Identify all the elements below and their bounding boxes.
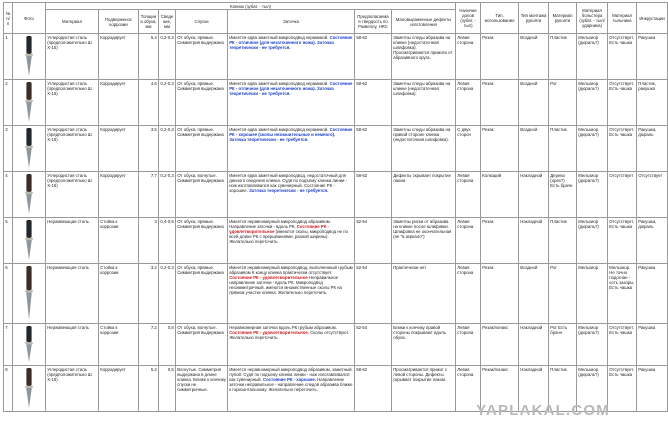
- cell-mount: Всадной: [519, 34, 549, 80]
- sharpening-cell: [228, 34, 355, 80]
- cell-grinds: Вогнутые. Симметрия выдержана в длине клинка. Ближе к кончику спуски не симметричные.: [176, 366, 228, 412]
- table-row: [4, 126, 668, 172]
- cell-butt: Отсутствует. Есть чашка: [608, 324, 637, 366]
- cell-num: 5: [4, 218, 13, 264]
- cell-material: Углеродистая сталь (предположительно Ш Х-15): [46, 80, 99, 126]
- cell-defects: Заметны следы абразива на клинке (недостаточная шлифовка).: [392, 80, 456, 126]
- header-cell: Материал больстера (зубат. - тыл/ударника): [577, 3, 608, 34]
- cell-thickness: 3.2: [139, 264, 159, 324]
- cell-fullers: Левая сторона: [456, 218, 481, 264]
- knife-icon: [23, 35, 35, 77]
- cell-hardness: 58-62: [355, 366, 392, 412]
- cell-fullers: Левая сторона: [456, 172, 481, 218]
- sharpening-status-blue: Состояние РК - хорошее (сколы незначительные и немного). Заточка теоретически - не требуется.: [229, 126, 353, 142]
- knife-icon: [23, 325, 35, 363]
- sharpening-cell: [228, 126, 355, 172]
- cell-fullers: Левая сторона: [456, 264, 481, 324]
- sharpening-status-blue: Состояние РК - отличное (для незаточенного ножа). Заточка теоретически - не требуется.: [229, 80, 353, 96]
- cell-hardness: 58-62: [355, 172, 392, 218]
- cell-num: 1: [4, 34, 13, 80]
- table-header: [4, 3, 668, 34]
- cell-butt: Отсутствует. Есть чашка: [608, 366, 637, 412]
- cell-num: 3: [4, 126, 13, 172]
- cell-material: Углеродистая сталь (предположительно Ш Х-15): [46, 366, 99, 412]
- header-cell: Наличие долов (зубат. - тыл): [456, 3, 481, 34]
- cell-butt: Отсутствует. Есть чашка: [608, 80, 637, 126]
- cell-bolster: Мельхиор (дюраль?): [577, 172, 608, 218]
- sharpening-text: (имеются сколы, микроподвод не по всей длине РК с прерываниями, разной ширины). Желательно переточить.: [229, 228, 348, 245]
- cell-inlay: Ракушка: [637, 264, 668, 324]
- sharpening-cell: [228, 172, 355, 218]
- cell-grinds: От обуха, прямые. Симметрия выдержана: [176, 80, 228, 126]
- table-row: [4, 324, 668, 366]
- cell-bolster: Мельхиор (дюраль?): [577, 366, 608, 412]
- cell-defects: Блики к кончику правой стороны покрывают вдоль обуха.: [392, 324, 456, 366]
- sharpening-text: Неправильное направление заточки - вдоль РК. Микроподвод несимметричный, имеются множественные сколы РК на прямом участке клинка. Желательно переточить.: [229, 274, 342, 296]
- sharpening-text: Имеется едва заметный микроподвод керамикой.: [229, 34, 329, 40]
- cell-thickness: 3.5: [139, 126, 159, 172]
- cell-mount: Накладной: [519, 218, 549, 264]
- cell-corrosion: Корродирует: [99, 126, 139, 172]
- sharpening-cell: [228, 218, 355, 264]
- cell-fullers: С двух сторон: [456, 126, 481, 172]
- cell-corrosion: Корродирует: [99, 80, 139, 126]
- sharpening-text: Имеется едва заметный микроподвод, недостаточный для данного сведения клинка. Судя по подъему клинка линии - нож изготавливался как сувенирный. Состояние РК - хорошее.: [229, 172, 348, 194]
- knife-photo: [13, 172, 46, 218]
- sharpening-text: Неравномерная заточка вдоль РК грубым абразивом.: [229, 324, 337, 330]
- cell-type: Резак/понакс: [481, 366, 519, 412]
- cell-fullers: Левая сторона: [456, 34, 481, 80]
- cell-mount: Всадной: [519, 264, 549, 324]
- sharpening-text: Направление заточки неправильное - направление следов абразива ближе к горизонтальному. Желательно переточить.: [229, 376, 353, 393]
- cell-butt: Мельхиор. Не точно подогнан - есть зазоры. Есть чашка: [608, 264, 637, 324]
- knife-photo: [13, 324, 46, 366]
- sharpening-cell: [228, 366, 355, 412]
- cell-handle: Рог: [549, 264, 577, 324]
- sharpening-cell: [228, 324, 355, 366]
- cell-butt: Отсутствует. Есть чашка: [608, 218, 637, 264]
- cell-edge: 0,5: [159, 366, 176, 412]
- sharpening-text: Имеется неравномерный микроподвод абразивом. Направление заточки - вдоль РК.: [229, 218, 331, 229]
- sharpening-status-blue: Заточка теоретически - не требуется.: [249, 188, 329, 194]
- cell-inlay: Ракушка: [637, 34, 668, 80]
- cell-grinds: От обуха, прямые. Симметрия выдержана: [176, 218, 228, 264]
- sharpening-status-blue: Состояние РК - хорошее.: [262, 376, 316, 382]
- cell-material: Углеродистая сталь (предположительно Ш Х-15): [46, 126, 99, 172]
- cell-butt: Отсутствует. Есть чашка: [608, 34, 637, 80]
- knife-photo: [13, 264, 46, 324]
- cell-type: Резак/понакс: [481, 324, 519, 366]
- header-cell: Фото: [13, 3, 46, 34]
- cell-edge: 0,8: [159, 324, 176, 366]
- cell-bolster: Мельхиор (дюраль?): [577, 126, 608, 172]
- table-row: [4, 264, 668, 324]
- cell-handle: Рог: [549, 80, 577, 126]
- cell-hardness: 58-62: [355, 126, 392, 172]
- header-cell: Заточка: [228, 10, 355, 34]
- cell-inlay: Ракушка, дюраль: [637, 126, 668, 172]
- cell-corrosion: Стойка к коррозии: [99, 324, 139, 366]
- cell-inlay: Пластик, ракушка: [637, 80, 668, 126]
- cell-mount: Накладной: [519, 324, 549, 366]
- cell-hardness: 52-54: [355, 218, 392, 264]
- cell-handle: Рог Есть брачн: [549, 324, 577, 366]
- cell-material: Нержавеющая сталь: [46, 324, 99, 366]
- knife-photo: [13, 218, 46, 264]
- cell-handle: Пластик: [549, 34, 577, 80]
- cell-num: 4: [4, 172, 13, 218]
- knife-icon: [23, 219, 35, 261]
- cell-inlay: Отсутствует: [637, 172, 668, 218]
- header-cell: Спуски: [176, 10, 228, 34]
- cell-thickness: 7.7: [139, 172, 159, 218]
- cell-grinds: От обуха, прямые. Симметрия выдержана: [176, 264, 228, 324]
- header-cell: Маловыраженные дефекты изготовления: [392, 10, 456, 34]
- cell-material: Углеродистая сталь (предположительно Ш Х-15): [46, 172, 99, 218]
- cell-handle: Пластик: [549, 126, 577, 172]
- cell-thickness: 5.4: [139, 34, 159, 80]
- cell-edge: 0,4-0,5: [159, 218, 176, 264]
- cell-mount: Накладной: [519, 366, 549, 412]
- header-cell: № п/п: [4, 3, 13, 34]
- knife-icon: [23, 127, 35, 169]
- sharpening-status-red: Состояние РК - удовлетворительное: [229, 223, 329, 234]
- cell-handle: Пластик: [549, 218, 577, 264]
- cell-handle: Дерево (орех?) Есть брачн: [549, 172, 577, 218]
- cell-hardness: 52-54: [355, 324, 392, 366]
- cell-grinds: От обуха, прямые. Симметрия выдержана: [176, 126, 228, 172]
- cell-corrosion: Стойка к коррозии: [99, 218, 139, 264]
- cell-num: 7: [4, 324, 13, 366]
- cell-bolster: Мельхиор: [577, 264, 608, 324]
- cell-bolster: Мельхиор (дюраль?): [577, 324, 608, 366]
- cell-defects: Практически нет: [392, 264, 456, 324]
- header-cell: Материал рукояти: [549, 3, 577, 34]
- cell-mount: Всадной: [519, 126, 549, 172]
- table-row: [4, 218, 668, 264]
- sharpening-cell: [228, 264, 355, 324]
- cell-edge: 0,2-0,3: [159, 172, 176, 218]
- cell-bolster: Мельхиор (дюраль?): [577, 218, 608, 264]
- cell-thickness: 4.6: [139, 80, 159, 126]
- cell-type: Резак: [481, 264, 519, 324]
- cell-fullers: Левая сторона: [456, 324, 481, 366]
- cell-fullers: Левая сторона: [456, 80, 481, 126]
- knife-photo: [13, 34, 46, 80]
- table-row: [4, 34, 668, 80]
- sharpening-status-red: Состояние РК - удовлетворительное.: [229, 329, 309, 335]
- cell-butt: Отсутствует. Есть чашка: [608, 126, 637, 172]
- cell-corrosion: Корродирует: [99, 172, 139, 218]
- cell-defects: Заметны риски от абразива на клинке после шлифовки. Шлифовка не окончательная (не "в зеркало"): [392, 218, 456, 264]
- knife-comparison-table: [3, 2, 668, 412]
- sharpening-text: Имеется едва заметный микроподвод керамикой.: [229, 126, 329, 132]
- sharpening-cell: [228, 80, 355, 126]
- cell-thickness: 3: [139, 218, 159, 264]
- header-cell: Материал тыльника: [608, 3, 637, 34]
- header-cell: Тип монтажа рукояти: [519, 3, 549, 34]
- header-cell: Тип, использование: [481, 3, 519, 34]
- sharpening-text: Имеется едва заметный микроподвод керамикой.: [229, 80, 329, 86]
- knife-icon: [23, 173, 35, 215]
- cell-defects: Заметны следы абразива на клинке (недостаточная шлифовка). Просматриваются прижоги от абразивного круга.: [392, 34, 456, 80]
- cell-edge: 0,2-0,3: [159, 264, 176, 324]
- cell-material: Нержавеющая сталь: [46, 218, 99, 264]
- cell-corrosion: Корродирует: [99, 366, 139, 412]
- sharpening-status-blue: Состояние РК - отличное (для незаточенного ножа). Заточка теоретически - не требуется.: [229, 34, 353, 50]
- cell-thickness: 7.2: [139, 324, 159, 366]
- sharpening-text: Имеется неравномерный микроподвод, выполненный грубым абразивом К концу клинка практически отсутствует.: [229, 264, 353, 275]
- cell-inlay: Ракушка: [637, 366, 668, 412]
- cell-material: Нержавеющая сталь: [46, 264, 99, 324]
- cell-num: 8: [4, 366, 13, 412]
- knife-icon: [23, 81, 35, 123]
- knife-photo: [13, 366, 46, 412]
- knife-photo: [13, 126, 46, 172]
- header-cell: Предполагаемая твердость по Роквеллу, HRC: [355, 10, 392, 34]
- header-cell: Толщина обуха, мм: [139, 10, 159, 34]
- header-cell: Подверженос коррозии: [99, 10, 139, 34]
- cell-type: Резак: [481, 34, 519, 80]
- cell-material: Углеродистая сталь (предположительно Ш Х-15): [46, 34, 99, 80]
- cell-type: Резак: [481, 126, 519, 172]
- watermark: YAPLAKAL.COM: [476, 402, 610, 419]
- cell-mount: Всадной: [519, 80, 549, 126]
- cell-defects: Дефекты скрывает покрытие лаком: [392, 172, 456, 218]
- cell-thickness: 5.2: [139, 366, 159, 412]
- header-cell: Материал: [46, 10, 99, 34]
- knife-photo: [13, 80, 46, 126]
- knife-icon: [23, 265, 35, 321]
- table-row: [4, 172, 668, 218]
- cell-handle: Пластик: [549, 366, 577, 412]
- cell-type: Колющий: [481, 172, 519, 218]
- cell-defects: Просматривается прижог с левой стороны. Дефекты скрывает покрытие лаком.: [392, 366, 456, 412]
- cell-butt: Отсутствует: [608, 172, 637, 218]
- sharpening-text: Сколы отсутствуют. Желательно переточить.: [229, 329, 350, 340]
- table-row: [4, 80, 668, 126]
- knife-icon: [23, 367, 35, 409]
- cell-bolster: Мельхиор (дюраль?): [577, 80, 608, 126]
- cell-grinds: От обуха, вогнутые. Симметрия выдержана: [176, 324, 228, 366]
- cell-hardness: 52-54: [355, 264, 392, 324]
- sharpening-status-red: Состояние РК - удовлетворительное: [229, 274, 308, 280]
- cell-type: Резак: [481, 80, 519, 126]
- cell-fullers: Левая сторона: [456, 366, 481, 412]
- cell-mount: Накладной: [519, 172, 549, 218]
- cell-hardness: 58-62: [355, 80, 392, 126]
- cell-edge: 0,2-0,3: [159, 80, 176, 126]
- cell-edge: 0,2-0,3: [159, 34, 176, 80]
- table-body: [4, 34, 668, 412]
- cell-num: 6: [4, 264, 13, 324]
- cell-inlay: Ракушка: [637, 324, 668, 366]
- cell-hardness: 58-62: [355, 34, 392, 80]
- cell-corrosion: Корродирует: [99, 34, 139, 80]
- cell-defects: Заметны следы абразива на правой стороне клинка (недостаточная шлифовка).: [392, 126, 456, 172]
- cell-bolster: Мельхиор (дюраль?): [577, 34, 608, 80]
- cell-inlay: Ракушка, дюраль: [637, 218, 668, 264]
- cell-grinds: От обуха, прямые. Симметрия выдержана: [176, 34, 228, 80]
- cell-grinds: От обуха, вогнутые. Симметрия выдержана: [176, 172, 228, 218]
- group-header-cell: Клинок (зубат. - тыл): [46, 3, 456, 10]
- cell-corrosion: Стойка к коррозии: [99, 264, 139, 324]
- header-cell: Сведение, мм: [159, 10, 176, 34]
- sharpening-text: Имеется неравномерный микроподвод абразивом, заметный лупой. Судя по подъему клинка линии - нож изготавливался как сувенирный.: [229, 366, 352, 382]
- cell-type: Резак: [481, 218, 519, 264]
- cell-edge: 0,2-0,3: [159, 126, 176, 172]
- header-cell: Инкрустации: [637, 3, 668, 34]
- cell-num: 2: [4, 80, 13, 126]
